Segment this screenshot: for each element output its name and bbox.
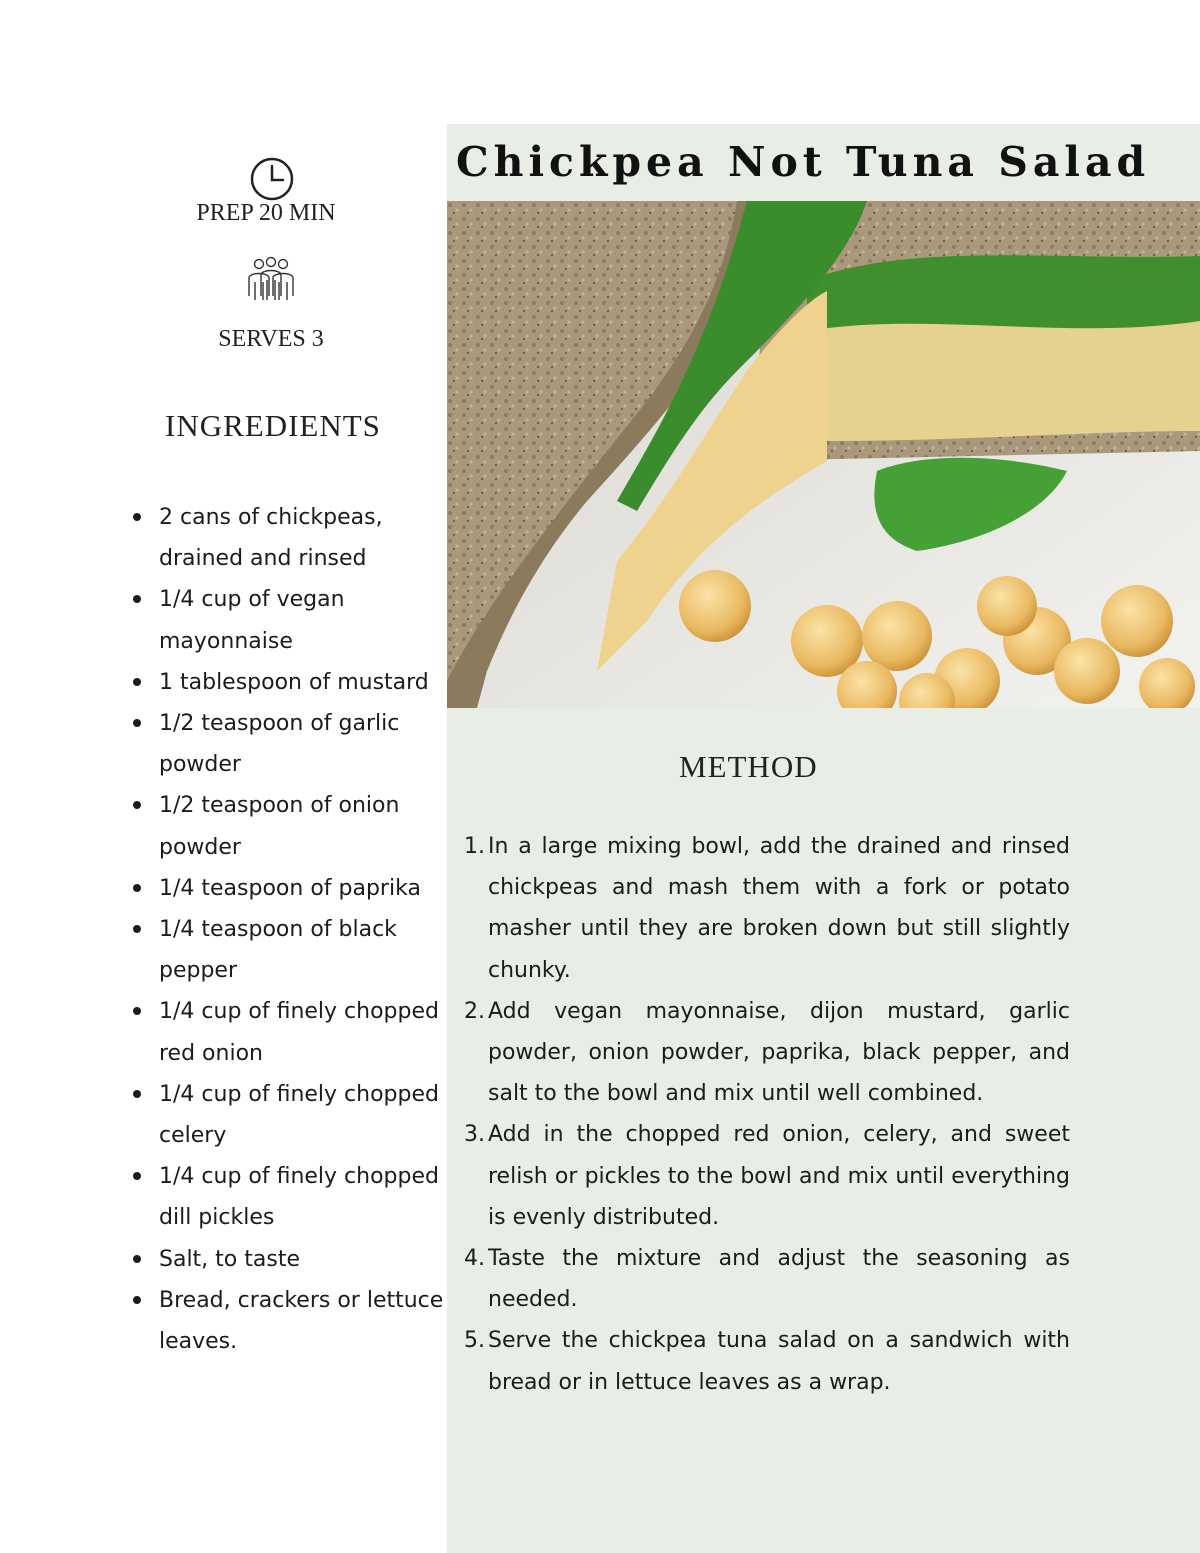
step-text: Taste the mixture and adjust the seasoning as needed. [488,1246,1070,1313]
method-steps [464,826,1070,1403]
step-text: In a large mixing bowl, add the drained and rinsed chickpeas and mash them with a fork or potato masher until they are broken down but still slightly chunky. [488,834,1070,983]
ingredient-item: 1/4 teaspoon of paprika [130,868,445,909]
step-number: 3. [464,1122,485,1148]
ingredient-item: 1/4 cup of finely chopped dill pickles [130,1156,445,1238]
step-text: Add in the chopped red onion, celery, and sweet relish or pickles to the bowl and mix until everything is evenly distributed. [488,1122,1070,1230]
step-number: 2. [464,998,485,1024]
method-step [464,826,1070,991]
method-step [464,1238,1070,1320]
step-text: Add vegan mayonnaise, dijon mustard, garlic powder, onion powder, paprika, black pepper, and salt to the bowl and mix until well combined. [488,998,1070,1107]
method-step [464,1114,1070,1238]
step-number: 5. [464,1328,485,1354]
clock-icon [250,157,294,201]
method-heading: METHOD [679,749,818,784]
ingredient-item: 1 tablespoon of mustard [130,662,445,703]
step-number: 4. [464,1246,485,1272]
step-number: 1. [464,834,485,859]
method-step [464,991,1070,1115]
ingredient-item: 1/4 cup of finely chopped red onion [130,991,445,1073]
ingredient-item: 1/4 cup of finely chopped celery [130,1074,445,1156]
recipe-title: Chickpea Not Tuna Salad [456,138,1151,186]
people-icon [246,256,296,302]
prep-time: PREP 20 MIN [196,200,336,226]
ingredients-list [130,497,445,1362]
ingredient-item: 2 cans of chickpeas, drained and rinsed [130,497,445,579]
ingredient-item: 1/2 teaspoon of garlic powder [130,703,445,785]
ingredient-item: Salt, to taste [130,1239,445,1280]
ingredient-item: 1/4 teaspoon of black pepper [130,909,445,991]
serves-count: SERVES 3 [218,326,324,352]
ingredients-heading: INGREDIENTS [165,408,381,443]
method-step [464,1320,1070,1402]
step-text: Serve the chickpea tuna salad on a sandwich with bread or in lettuce leaves as a wrap. [488,1328,1070,1395]
ingredient-item: 1/2 teaspoon of onion powder [130,785,445,867]
ingredient-item: Bread, crackers or lettuce leaves. [130,1280,445,1362]
ingredient-item: 1/4 cup of vegan mayonnaise [130,579,445,661]
sandwich-photo [447,201,1200,708]
